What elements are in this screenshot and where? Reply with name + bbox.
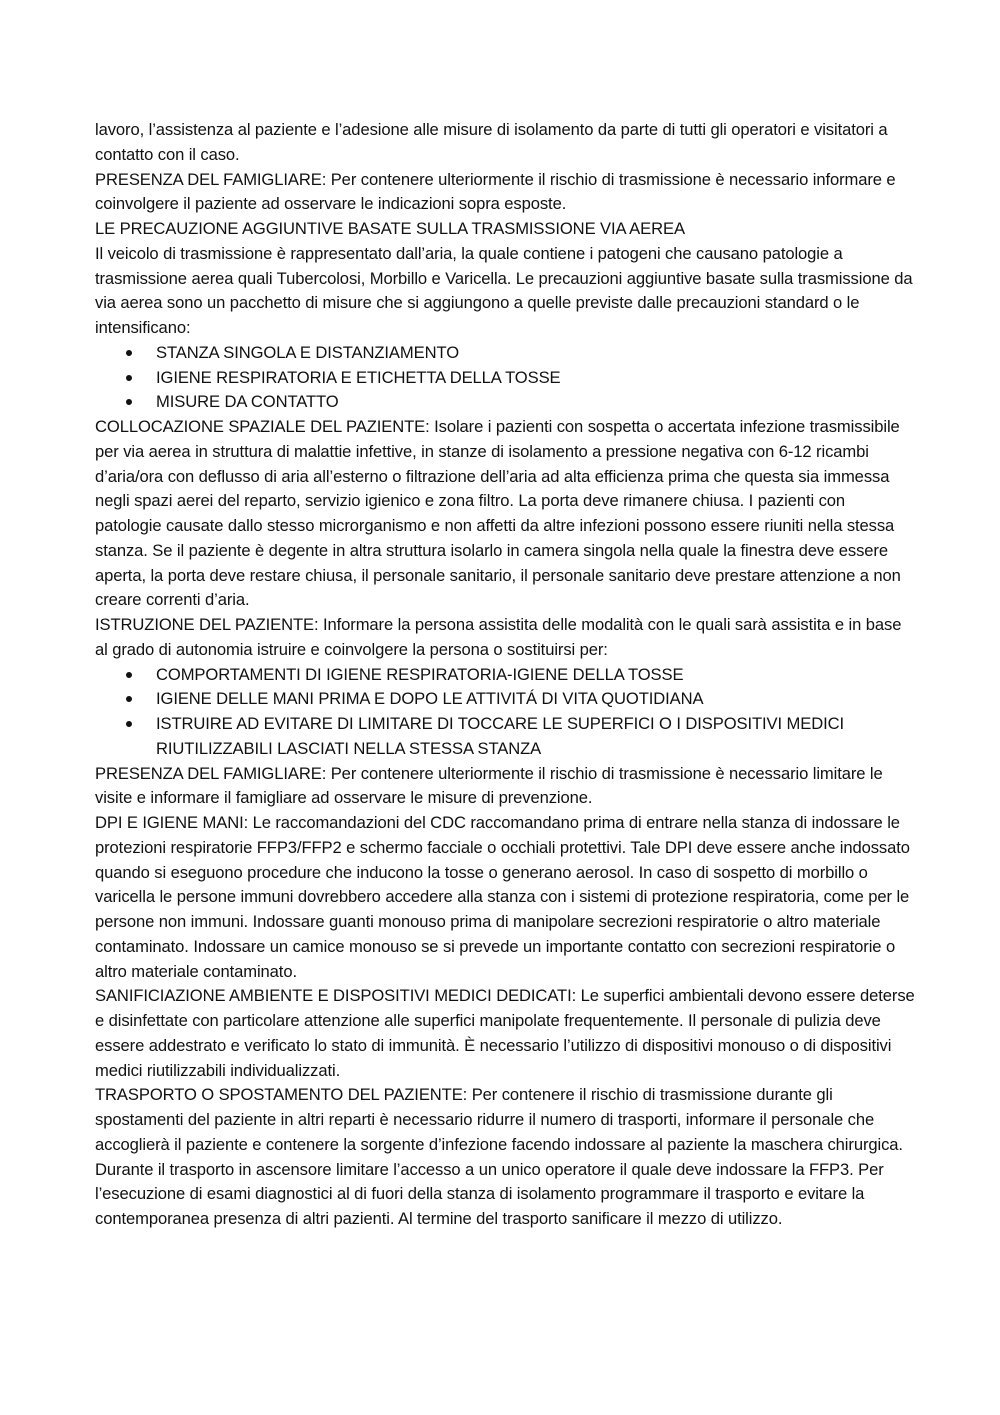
document-page [95,118,915,1232]
paragraph-patient-placement: COLLOCAZIONE SPAZIALE DEL PAZIENTE: Isolare i pazienti con sospetta o accertata infezione trasmissibile per via aerea in struttura di malattie infettive, in stanze di isolamento a pressione negativa con 6-12 ricambi d’aria/ora con deflusso di aria all’esterno o filtrazione dell’aria ad alta efficienza prima che questa sia immessa negli spazi aerei del reparto, servizio igienico e zona filtro. La porta deve rimanere chiusa. I pazienti con patologie causate dallo stesso microrganismo e non affetti da altre infezioni possono essere riuniti nella stessa stanza. Se il paziente è degente in altra struttura isolarlo in camera singola nella quale la finestra deve essere aperta, la porta deve restare chiusa, il personale sanitario, il personale sanitario deve prestare attenzione a non creare correnti d’aria. [95,417,901,610]
section-heading-airborne: LE PRECAUZIONE AGGIUNTIVE BASATE SULLA TRASMISSIONE VIA AEREA [95,219,685,238]
paragraph-family-visits: PRESENZA DEL FAMIGLIARE: Per contenere ulteriormente il rischio di trasmissione è necessario limitare le visite e informare il famigliare ad osservare le misure di prevenzione. [95,763,883,808]
bullet-list-measures [95,341,915,415]
list-item: IGIENE RESPIRATORIA E ETICHETTA DELLA TOSSE [156,366,915,391]
paragraph-airborne-intro: Il veicolo di trasmissione è rappresentato dall’aria, la quale contiene i patogeni che causano patologie a trasmissione aerea quali Tubercolosi, Morbillo e Varicella. Le precauzioni aggiuntive basate sulla trasmissione da via aerea sono un pacchetto di misure che si aggiungono a quelle previste dalle precauzioni standard o le intensificano: [95,243,913,337]
paragraph-family-presence: PRESENZA DEL FAMIGLIARE: Per contenere ulteriormente il rischio di trasmissione è necessario informare e coinvolgere il paziente ad osservare le indicazioni sopra esposte. [95,169,896,214]
list-item: MISURE DA CONTATTO [156,390,915,415]
list-item: STANZA SINGOLA E DISTANZIAMENTO [156,341,915,366]
list-item: ISTRUIRE AD EVITARE DI LIMITARE DI TOCCARE LE SUPERFICI O I DISPOSITIVI MEDICI RIUTILIZZABILI LASCIATI NELLA STESSA STANZA [156,712,915,762]
list-item: IGIENE DELLE MANI PRIMA E DOPO LE ATTIVITÁ DI VITA QUOTIDIANA [156,687,915,712]
paragraph-ppe-hand-hygiene: DPI E IGIENE MANI: Le raccomandazioni del CDC raccomandano prima di entrare nella stanza di indossare le protezioni respiratorie FFP3/FFP2 e schermo facciale o occhiali protettivi. Tale DPI deve essere anche indossato quando si eseguono procedure che inducono la tosse o generano aerosol. In caso di sospetto di morbillo o varicella le persone immuni dovrebbero accedere alla stanza con i sistemi di protezione respiratoria, come per le persone non immuni. Indossare guanti monouso prima di manipolare secrezioni respiratorie o altro materiale contaminato. Indossare un camice monouso se si prevede un importante contatto con secrezioni respiratorie o altro materiale contaminato. [95,813,910,981]
paragraph-continuation: lavoro, l’assistenza al paziente e l’adesione alle misure di isolamento da parte di tutti gli operatori e visitatori a contatto con il caso. [95,120,888,164]
list-item: COMPORTAMENTI DI IGIENE RESPIRATORIA-IGIENE DELLA TOSSE [156,663,915,688]
paragraph-patient-transport: TRASPORTO O SPOSTAMENTO DEL PAZIENTE: Per contenere il rischio di trasmissione durante gli spostamenti del paziente in altri reparti è necessario ridurre il numero di trasporti, informare il personale che accoglierà il paziente e contenere la sorgente d’infezione facendo indossare al paziente la maschera chirurgica. Durante il trasporto in ascensore limitare l’accesso a un unico operatore il quale deve indossare la FFP3. Per l’esecuzione di esami diagnostici al di fuori della stanza di isolamento programmare il trasporto e evitare la contemporanea presenza di altri pazienti. Al termine del trasporto sanificare il mezzo di utilizzo. [95,1085,903,1228]
paragraph-patient-instruction: ISTRUZIONE DEL PAZIENTE: Informare la persona assistita delle modalità con le quali sarà assistita e in base al grado di autonomia istruire e coinvolgere la persona o sostituirsi per: [95,615,902,659]
bullet-list-instruction [95,663,915,762]
paragraph-sanitization: SANIFICIAZIONE AMBIENTE E DISPOSITIVI MEDICI DEDICATI: Le superfici ambientali devono essere deterse e disinfettate con particolare attenzione alle superfici manipolate frequentemente. Il personale di pulizia deve essere addestrato e verificato lo stato di immunità. È necessario l’utilizzo di dispositivi monouso o di dispositivi medici riutilizzabili individualizzati. [95,986,915,1080]
